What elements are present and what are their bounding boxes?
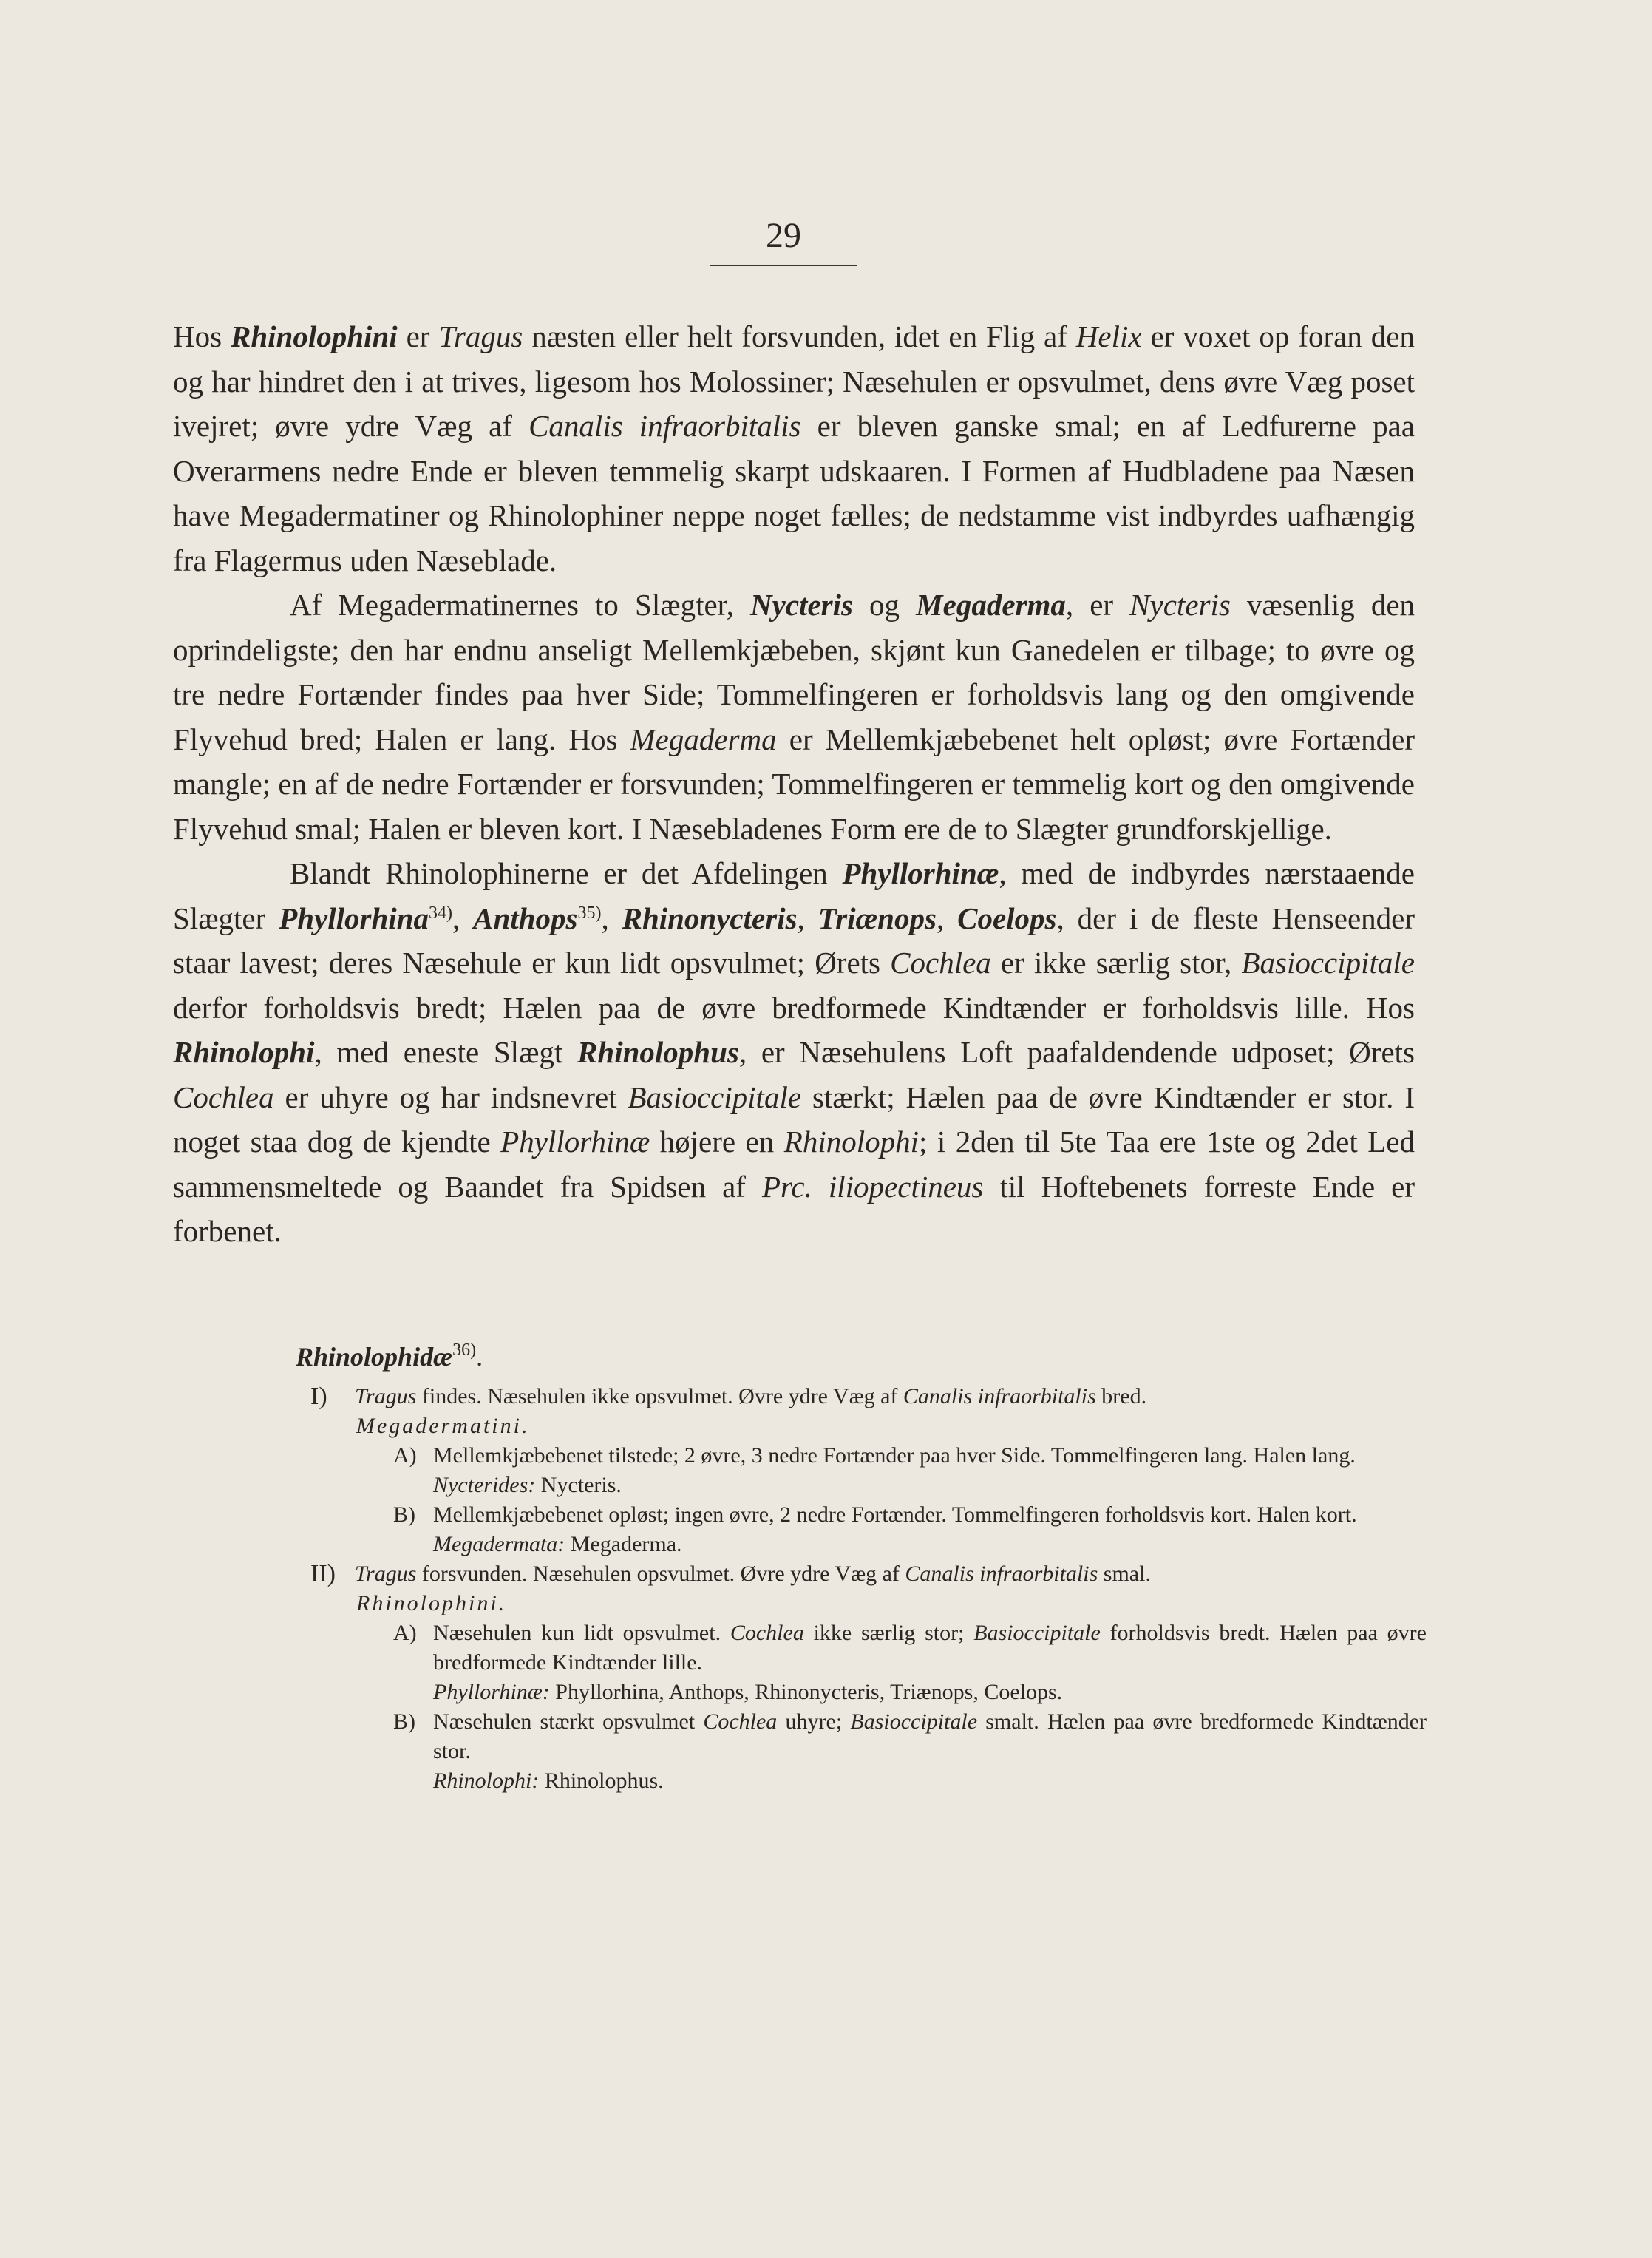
emphasized-text: Rhinolophi: (433, 1769, 540, 1793)
text-run: er ikke særlig stor, (990, 946, 1242, 980)
paragraph (173, 583, 1415, 851)
text-run: , med de indbyrdes nærstaaende Slægter (173, 856, 1415, 935)
body-text (173, 314, 1415, 1254)
key-group-label (288, 1471, 1427, 1500)
text-run: , (797, 901, 818, 935)
emphasized-text: Prc. iliopectineus (761, 1169, 984, 1204)
text-run: næsten eller helt forsvunden, idet en Flig af (523, 319, 1076, 353)
text-run: Hos (173, 319, 231, 353)
emphasized-text: Helix (1075, 319, 1142, 353)
emphasized-text: Rhinolophini. (356, 1591, 507, 1615)
text-run: . (476, 1342, 483, 1372)
emphasized-text: Canalis infraorbitalis (903, 1384, 1096, 1408)
text-run: til Hoftebenets forreste Ende er forbenet. (173, 1169, 1415, 1248)
text-run: , med eneste Slægt (314, 1035, 578, 1069)
footnote-ref: 36) (452, 1340, 477, 1360)
text-run: Rhinolophus. (539, 1769, 664, 1793)
emphasized-text: Rhinolophidæ (296, 1342, 453, 1372)
key-entry-number: A) (393, 1443, 417, 1468)
key-heading (296, 1342, 1427, 1372)
emphasized-text: Nycterides: (433, 1473, 536, 1497)
emphasized-text: Phyllorhinæ (500, 1125, 650, 1159)
emphasized-text: Cochlea (173, 1079, 274, 1114)
key-entry-number: II) (310, 1560, 336, 1587)
key-entry-number: B) (393, 1709, 415, 1734)
text-run: Næsehulen kun lidt opsvulmet. (433, 1621, 730, 1645)
text-run: smal. (1098, 1562, 1151, 1586)
text-run: er voxet op foran den og har hindret den i at trives, ligesom hos Molossiner; Næsehulen er opsvulmet, dens øvre Væg poset ivejret; øvre ydre Væg af (173, 319, 1415, 443)
emphasized-text: Megadermatini. (356, 1414, 530, 1438)
classification-key (288, 1342, 1427, 1796)
footnote-ref: 34) (428, 903, 452, 923)
key-entry-number: B) (393, 1502, 415, 1527)
text-run: , er (1065, 588, 1130, 622)
emphasized-text: Cochlea (730, 1621, 804, 1645)
emphasized-text: Nycteris (750, 588, 853, 622)
emphasized-text: Tragus (355, 1562, 417, 1586)
emphasized-text: Basioccipitale (850, 1709, 978, 1734)
key-group-label (288, 1530, 1427, 1559)
key-entry (288, 1707, 1427, 1766)
text-run: Næsehulen stærkt opsvulmet (433, 1709, 704, 1734)
emphasized-text: Rhinolophi (783, 1125, 920, 1159)
text-run: er (397, 319, 439, 353)
emphasized-text: Anthops (473, 901, 578, 935)
emphasized-text: Rhinonycteris (622, 901, 798, 935)
page-number: 29 (710, 213, 857, 266)
text-run: derfor forholdsvis bredt; Hælen paa de øvre bredformede Kindtænder er forholdsvis lille. Hos (173, 990, 1415, 1025)
text-run: Nycteris. (535, 1473, 622, 1497)
text-run: , (601, 901, 622, 935)
emphasized-text: Coelops (957, 901, 1057, 935)
emphasized-text: Phyllorhinæ: (433, 1680, 550, 1704)
key-entry (288, 1618, 1427, 1678)
text-run: bred. (1095, 1384, 1147, 1408)
key-entry (288, 1559, 1427, 1589)
text-run: er bleven ganske smal; en af Ledfurerne paa Overarmens nedre Ende er bleven temmelig skarpt udskaaren. I Formen af Hudbladene paa Næsen have Megadermatiner og Rhinolophiner neppe noget fælles; de nedstamme vist indbyrdes uafhængig fra Flagermus uden Næseblade. (173, 409, 1415, 577)
text-run: Mellemkjæbebenet opløst; ingen øvre, 2 nedre Fortænder. Tommelfingeren forholdsvis kort. Halen kort. (433, 1502, 1357, 1527)
key-rows (288, 1382, 1427, 1796)
text-run: væsenlig den oprindeligste; den har endnu anseligt Mellemkjæbeben, skjønt kun Ganedelen er tilbage; to øvre og tre nedre Fortænder findes paa hver Side; Tommelfingeren er forholdsvis lang og den omgivende Flyvehud bred; Halen er lang. Hos (173, 588, 1415, 756)
text-run: uhyre; (777, 1709, 851, 1734)
emphasized-text: Megaderma (630, 722, 777, 756)
text-run: forsvunden. Næsehulen opsvulmet. Øvre ydre Væg af (416, 1562, 905, 1586)
emphasized-text: Cochlea (890, 946, 991, 980)
key-entry-number: I) (310, 1383, 327, 1410)
emphasized-text: Nycteris (1129, 588, 1231, 622)
emphasized-text: Rhinolophus (577, 1035, 739, 1069)
paragraph (173, 314, 1415, 583)
key-entry-number: A) (393, 1621, 417, 1645)
emphasized-text: Megaderma (916, 588, 1066, 622)
paragraph (173, 851, 1415, 1254)
emphasized-text: Canalis infraorbitalis (905, 1562, 1098, 1586)
emphasized-text: Tragus (355, 1384, 417, 1408)
key-entry (288, 1500, 1427, 1530)
text-run: findes. Næsehulen ikke opsvulmet. Øvre ydre Væg af (416, 1384, 903, 1408)
key-group-label (288, 1766, 1427, 1796)
emphasized-text: Phyllorhina (279, 901, 429, 935)
text-run: stærkt; Hælen paa de øvre Kindtænder er stor. I noget staa dog de kjendte (173, 1079, 1415, 1159)
key-group-label (288, 1678, 1427, 1707)
emphasized-text: Rhinolophi (173, 1035, 315, 1069)
emphasized-text: Basioccipitale (628, 1079, 802, 1114)
text-run: smalt. Hælen paa øvre bredformede Kindtænder stor. (433, 1709, 1427, 1763)
text-run: , (452, 901, 474, 935)
text-run: Phyllorhina, Anthops, Rhinonycteris, Triænops, Coelops. (549, 1680, 1063, 1704)
emphasized-text: Triænops (817, 901, 937, 935)
text-run: ikke særlig stor; (803, 1621, 974, 1645)
emphasized-text: Phyllorhinæ (842, 856, 999, 890)
key-group-label (288, 1589, 1427, 1618)
emphasized-text: Basioccipitale (1241, 946, 1415, 980)
text-run: ; i 2den til 5te Taa ere 1ste og 2det Led sammensmeltede og Baandet fra Spidsen af (173, 1125, 1415, 1204)
text-run: højere en (650, 1125, 784, 1159)
text-run: Mellemkjæbebenet tilstede; 2 øvre, 3 nedre Fortænder paa hver Side. Tommelfingeren lang. Halen lang. (433, 1443, 1356, 1468)
text-run: er uhyre og har indsnevret (273, 1079, 628, 1114)
emphasized-text: Megadermata: (433, 1532, 565, 1556)
text-run: forholdsvis bredt. Hælen paa øvre bredformede Kindtænder lille. (433, 1621, 1427, 1675)
emphasized-text: Rhinolophini (231, 319, 398, 353)
text-run: , (936, 901, 958, 935)
key-entry (288, 1441, 1427, 1471)
key-entry (288, 1382, 1427, 1411)
footnote-ref: 35) (577, 903, 602, 923)
emphasized-text: Canalis infraorbitalis (528, 409, 801, 443)
text-run: Af Megadermatinernes to Slægter, (290, 588, 751, 622)
text-run: , der i de fleste Henseender staar lavest; deres Næsehule er kun lidt opsvulmet; Ørets (173, 901, 1415, 980)
emphasized-text: Basioccipitale (973, 1621, 1101, 1645)
text-run: Blandt Rhinolophinerne er det Afdelingen (290, 856, 843, 890)
key-group-label (288, 1411, 1427, 1441)
text-run: , er Næsehulens Loft paafaldendende udposet; Ørets (738, 1035, 1415, 1069)
text-run: Megaderma. (565, 1532, 682, 1556)
text-run: er Mellemkjæbebenet helt opløst; øvre Fortænder mangle; en af de nedre Fortænder er forsvunden; Tommelfingeren er temmelig kort og den omgivende Flyvehud smal; Halen er bleven kort. I Næsebladenes Form ere de to Slægter grundforskjellige. (173, 722, 1415, 846)
emphasized-text: Cochlea (703, 1709, 778, 1734)
emphasized-text: Tragus (438, 319, 523, 353)
text-run: og (852, 588, 917, 622)
